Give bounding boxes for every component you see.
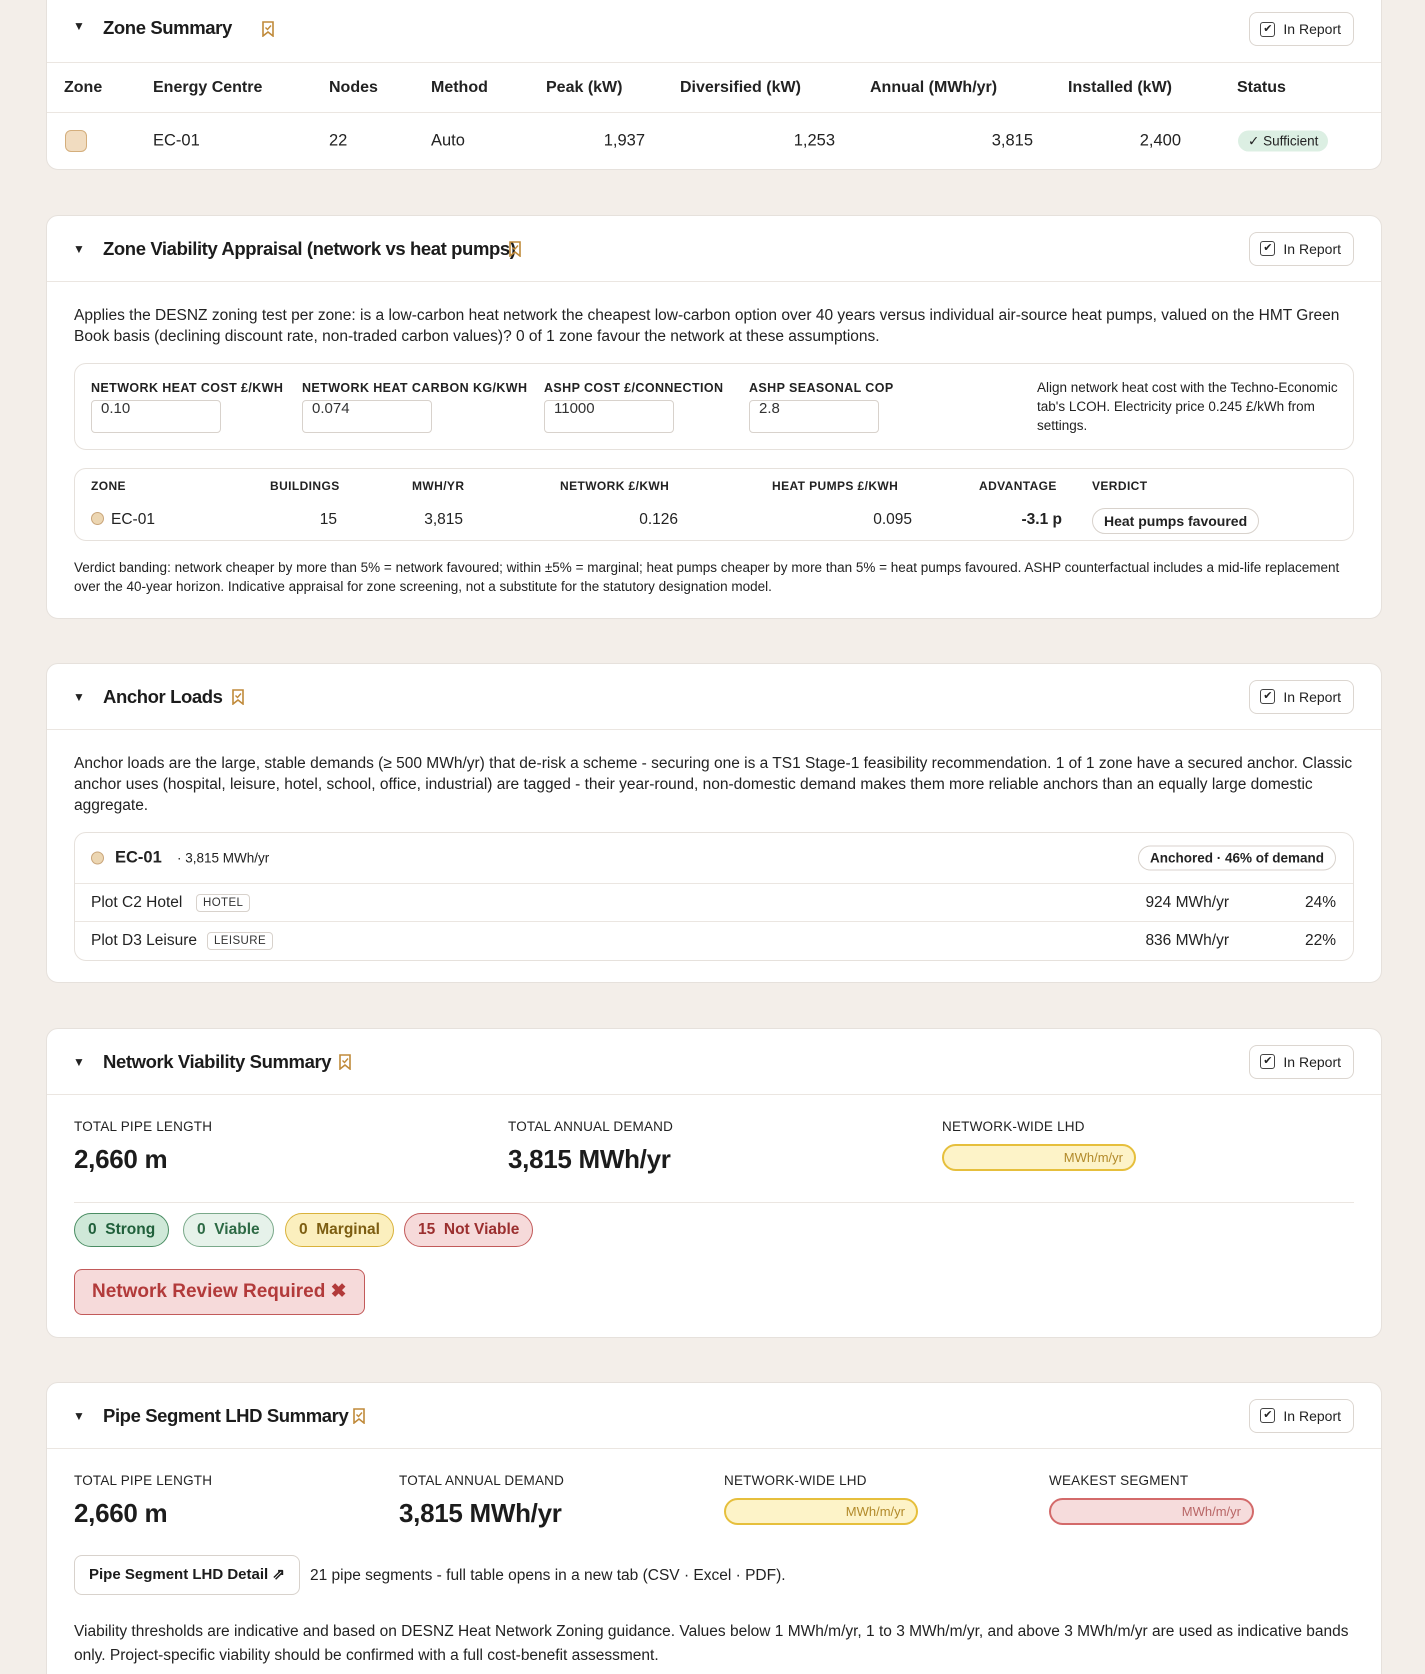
zone-demand: · 3,815 MWh/yr xyxy=(177,850,270,866)
collapse-caret-icon[interactable]: ▼ xyxy=(73,241,85,256)
count: 0 xyxy=(299,1221,308,1238)
zone-summary-table-header xyxy=(47,63,1381,113)
checkbox-checked-icon[interactable]: ✔ xyxy=(1260,22,1275,37)
input-label: NETWORK HEAT COST £/KWH xyxy=(91,381,284,395)
bookmark-icon[interactable] xyxy=(352,1408,366,1424)
list-item[interactable] xyxy=(75,883,1353,921)
bookmark-icon[interactable] xyxy=(231,689,245,705)
network-cost-cell: 0.126 xyxy=(639,511,678,528)
in-report-toggle[interactable] xyxy=(1249,12,1354,46)
network-wide-lhd-bar: MWh/m/yr xyxy=(724,1498,918,1525)
total-pipe-length-value: 2,660 m xyxy=(74,1498,168,1528)
weakest-segment-bar: MWh/m/yr xyxy=(1049,1498,1254,1525)
network-heat-cost-input[interactable]: 0.10 xyxy=(91,400,221,433)
stat-label: NETWORK-WIDE LHD xyxy=(942,1119,1085,1134)
anchored-badge: Anchored · 46% of demand xyxy=(1138,846,1336,871)
anchor-use-tag: LEISURE xyxy=(207,932,273,950)
in-report-toggle[interactable] xyxy=(1249,232,1354,266)
advantage-cell: -3.1 p xyxy=(1021,511,1062,528)
network-wide-lhd-bar: MWh/m/yr xyxy=(942,1144,1136,1171)
section-title: Zone Viability Appraisal (network vs heat pumps) xyxy=(103,237,516,259)
method-cell: Auto xyxy=(431,131,465,150)
checkbox-checked-icon[interactable]: ✔ xyxy=(1260,689,1275,704)
stat-label: NETWORK-WIDE LHD xyxy=(724,1473,867,1488)
marginal-count-badge[interactable] xyxy=(285,1213,394,1247)
column-header: ZONE xyxy=(91,479,126,493)
list-item[interactable] xyxy=(75,921,1353,959)
viable-count-badge[interactable] xyxy=(183,1213,274,1247)
buildings-cell: 15 xyxy=(319,511,337,528)
network-viability-card xyxy=(46,1028,1382,1338)
zone-summary-card xyxy=(46,0,1382,170)
in-report-label: In Report xyxy=(1283,1407,1341,1424)
ashp-cost-input[interactable]: 11000 xyxy=(544,400,674,433)
assumptions-panel xyxy=(74,363,1354,450)
zone-name: EC-01 xyxy=(115,848,162,867)
checkbox-checked-icon[interactable]: ✔ xyxy=(1260,1054,1275,1069)
peak-cell: 1,937 xyxy=(603,131,645,150)
checkbox-checked-icon[interactable]: ✔ xyxy=(1260,241,1275,256)
in-report-toggle[interactable] xyxy=(1249,1399,1354,1433)
in-report-label: In Report xyxy=(1283,1053,1341,1070)
status-badge-pill: ✓ Sufficient xyxy=(1238,131,1328,152)
status-text: Sufficient xyxy=(1263,133,1319,149)
label: Marginal xyxy=(316,1221,380,1238)
heat-pump-cost-cell: 0.095 xyxy=(873,511,912,528)
in-report-toggle[interactable] xyxy=(1249,1045,1354,1079)
anchor-name: Plot D3 Leisure xyxy=(91,931,197,949)
anchor-share: 24% xyxy=(1304,893,1336,911)
total-annual-demand-value: 3,815 MWh/yr xyxy=(508,1144,671,1174)
strong-count-badge[interactable] xyxy=(74,1213,169,1247)
detail-note: 21 pipe segments - full table opens in a new tab (CSV · Excel · PDF). xyxy=(310,1567,786,1584)
pipe-lhd-header[interactable] xyxy=(47,1383,1381,1449)
input-label: NETWORK HEAT CARBON KG/KWH xyxy=(302,381,528,395)
count: 0 xyxy=(197,1221,206,1238)
column-header: Energy Centre xyxy=(153,78,263,96)
count: 0 xyxy=(88,1221,97,1238)
anchor-loads-header[interactable] xyxy=(47,664,1381,730)
appraisal-footnote: Verdict banding: network cheaper by more than 5% = network favoured; within ±5% = marginal; heat pumps cheaper by more than 5% = heat pumps favoured. ASHP counterfactual includes a mid-life replacement over the 40-year horizon. Indicative appraisal for zone screening, not a substitute for the statutory designation model. xyxy=(74,560,1340,594)
anchor-zone-panel xyxy=(74,832,1354,961)
column-header: HEAT PUMPS £/KWH xyxy=(772,479,899,493)
checkbox-checked-icon[interactable]: ✔ xyxy=(1260,1408,1275,1423)
anchor-share: 22% xyxy=(1304,931,1336,949)
anchor-loads-card xyxy=(46,663,1382,983)
dot-shape xyxy=(91,852,104,865)
viability-footnote: Viability thresholds are indicative and based on DESNZ Heat Network Zoning guidance. Values below 1 MWh/m/yr, 1 to 3 MWh/m/yr, and above 3 MWh/m/yr are used as indicative bands only. Project-specific viability should be confirmed with a full cost-benefit assessment. xyxy=(74,1623,1349,1664)
column-header: Diversified (kW) xyxy=(680,78,801,96)
bookmark-icon[interactable] xyxy=(261,21,275,37)
column-header: Annual (MWh/yr) xyxy=(870,78,998,96)
table-row[interactable] xyxy=(47,113,1381,169)
annual-cell: 3,815 xyxy=(991,131,1033,150)
in-report-toggle[interactable] xyxy=(1249,680,1354,714)
column-header: ADVANTAGE xyxy=(979,479,1057,493)
diversified-cell: 1,253 xyxy=(793,131,835,150)
energy-centre-cell: EC-01 xyxy=(153,131,200,150)
label: Strong xyxy=(105,1221,156,1238)
bookmark-icon[interactable] xyxy=(508,241,522,257)
column-header: Nodes xyxy=(329,78,378,96)
label: Not Viable xyxy=(443,1221,520,1238)
section-title: Network Viability Summary xyxy=(103,1050,332,1072)
section-title: Pipe Segment LHD Summary xyxy=(103,1404,349,1426)
in-report-label: In Report xyxy=(1283,21,1341,37)
collapse-caret-icon[interactable]: ▼ xyxy=(73,19,85,33)
viability-appraisal-card xyxy=(46,215,1382,619)
network-review-required-badge[interactable]: Network Review Required ✖ xyxy=(74,1269,365,1315)
collapse-caret-icon[interactable]: ▼ xyxy=(73,689,85,704)
column-header: Peak (kW) xyxy=(546,78,623,96)
network-heat-carbon-input[interactable]: 0.074 xyxy=(302,400,432,433)
column-header: MWH/YR xyxy=(412,479,465,493)
collapse-caret-icon[interactable]: ▼ xyxy=(73,1408,85,1423)
total-annual-demand-value: 3,815 MWh/yr xyxy=(399,1498,562,1528)
assumptions-note: Align network heat cost with the Techno-Economic tab's LCOH. Electricity price 0.245 £/kWh from settings. xyxy=(1037,380,1338,433)
in-report-label: In Report xyxy=(1283,240,1341,257)
anchor-demand: 924 MWh/yr xyxy=(1145,893,1229,911)
status-badge xyxy=(1238,132,1328,151)
anchor-zone-row[interactable] xyxy=(75,833,1353,883)
zone-summary-header[interactable] xyxy=(47,0,1381,63)
stat-label: TOTAL ANNUAL DEMAND xyxy=(508,1119,674,1134)
stat-label: TOTAL PIPE LENGTH xyxy=(74,1119,213,1134)
section-title: Zone Summary xyxy=(103,17,232,38)
column-header: Installed (kW) xyxy=(1068,78,1173,96)
column-header: NETWORK £/KWH xyxy=(560,479,670,493)
verdict-badge: Heat pumps favoured xyxy=(1092,508,1259,534)
network-viability-header[interactable] xyxy=(47,1029,1381,1095)
input-label: ASHP COST £/CONNECTION xyxy=(544,381,724,395)
section-title: Anchor Loads xyxy=(103,685,223,707)
count: 15 xyxy=(418,1221,436,1238)
in-report-label: In Report xyxy=(1283,688,1341,705)
column-header: Zone xyxy=(64,78,103,96)
ashp-cop-input[interactable]: 2.8 xyxy=(749,400,879,433)
appraisal-table xyxy=(74,468,1354,541)
installed-cell: 2,400 xyxy=(1139,131,1181,150)
anchor-name: Plot C2 Hotel xyxy=(91,893,183,911)
bookmark-icon[interactable] xyxy=(338,1054,352,1070)
pipe-segment-detail-button[interactable]: Pipe Segment LHD Detail ⇗ xyxy=(74,1555,300,1595)
stat-label: WEAKEST SEGMENT xyxy=(1049,1473,1189,1488)
nodes-cell: 22 xyxy=(329,131,348,150)
stat-label: TOTAL ANNUAL DEMAND xyxy=(399,1473,565,1488)
input-label: ASHP SEASONAL COP xyxy=(749,381,894,395)
viability-appraisal-header[interactable] xyxy=(47,216,1381,282)
zone-name: EC-01 xyxy=(111,511,155,528)
not-viable-count-badge[interactable] xyxy=(404,1213,533,1247)
anchor-demand: 836 MWh/yr xyxy=(1145,931,1229,949)
total-pipe-length-value: 2,660 m xyxy=(74,1144,168,1174)
column-header: Status xyxy=(1237,78,1286,96)
collapse-caret-icon[interactable]: ▼ xyxy=(73,1054,85,1069)
mwh-cell: 3,815 xyxy=(424,511,463,528)
column-header: Method xyxy=(431,78,488,96)
pipe-lhd-card xyxy=(46,1382,1382,1674)
anchor-use-tag: HOTEL xyxy=(196,894,250,912)
zone-color-swatch[interactable] xyxy=(65,130,87,152)
column-header: VERDICT xyxy=(1092,479,1148,493)
divider xyxy=(74,1202,1354,1203)
zone-color-dot xyxy=(91,512,104,525)
stat-label: TOTAL PIPE LENGTH xyxy=(74,1473,213,1488)
zone-cell xyxy=(91,511,155,529)
column-header: BUILDINGS xyxy=(270,479,340,493)
appraisal-intro: Applies the DESNZ zoning test per zone: is a low-carbon heat network the cheapest low-carbon option over 40 years versus individual air-source heat pumps, valued on the HMT Green Book basis (declining discount rate, non-traded carbon values)? 0 of 1 zone favour the network at these assumptions. xyxy=(74,307,1340,345)
label: Viable xyxy=(214,1221,260,1238)
anchor-intro: Anchor loads are the large, stable demands (≥ 500 MWh/yr) that de-risk a scheme - securing one is a TS1 Stage-1 feasibility recommendation. 1 of 1 zone have a secured anchor. Classic anchor uses (hospital, leisure, hotel, school, office, industrial) are tagged - their year-round, non-domestic demand makes them more reliable anchors than an equally large domestic aggregate. xyxy=(74,755,1353,814)
